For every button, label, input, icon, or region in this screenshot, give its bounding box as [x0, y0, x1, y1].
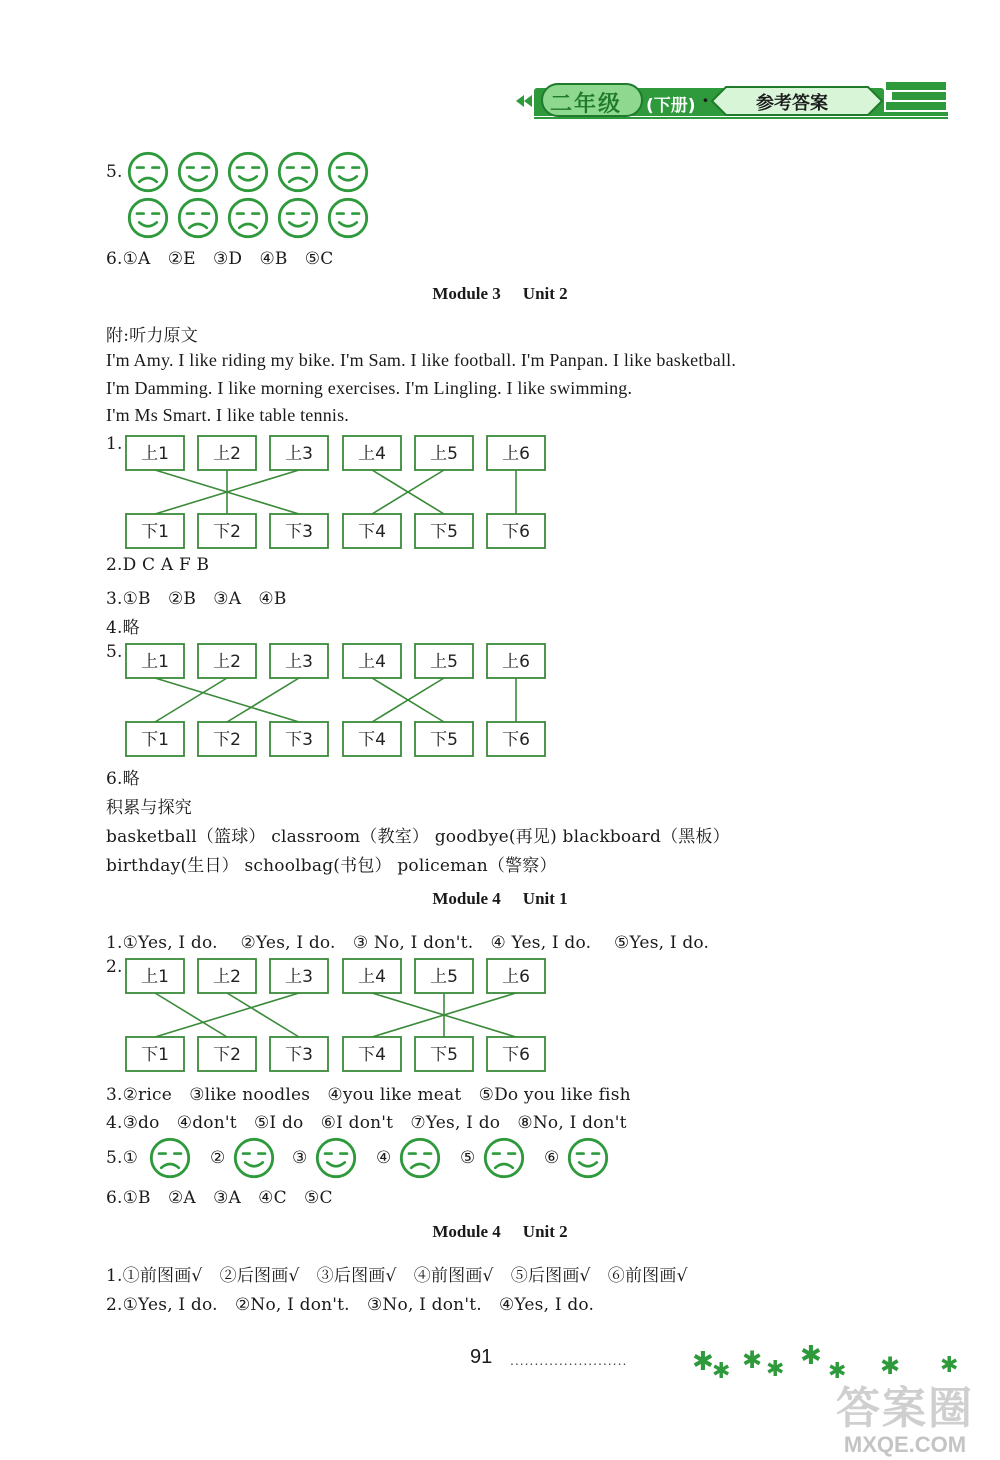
match-box-label: 下1: [141, 1045, 169, 1065]
m3u2-q2: 2.D C A F B: [106, 555, 210, 575]
m4u1-q5-number: ②: [210, 1148, 226, 1168]
sad-face-icon: [276, 150, 320, 194]
header-dot: ·: [702, 88, 709, 112]
match-line: [155, 678, 227, 722]
match-box-label: 上3: [285, 652, 313, 672]
m3u2-heading-unit: Unit 2: [522, 284, 568, 303]
m3u2-script-line-1: I'm Amy. I like riding my bike. I'm Sam. I like football. I'm Panpan. I like basketball.: [106, 350, 737, 370]
m4u2-q1: 1.①前图画√ ②后图画√ ③后图画√ ④前图画√ ⑤后图画√ ⑥前图画√: [106, 1266, 688, 1286]
m3u2-q6: 6.略: [106, 769, 140, 789]
match-box-label: 上5: [430, 652, 458, 672]
m4u2-heading: [0, 1222, 1000, 1242]
smiley-face-icon: [176, 150, 220, 194]
match-box-label: 下6: [502, 522, 530, 542]
m4u1-q2-matching: [106, 955, 566, 1095]
m3u1-q6: 6.①A ②E ③D ④B ⑤C: [106, 249, 334, 269]
m3u2-q5-label: 5.: [106, 642, 123, 662]
m3u1-q5-label: 5.: [106, 162, 123, 182]
match-box-label: 上4: [358, 444, 386, 464]
m3u2-q4: 4.略: [106, 618, 140, 638]
svg-text:✱: ✱: [940, 1353, 959, 1378]
match-box-label: 下2: [213, 522, 241, 542]
match-line: [155, 993, 299, 1037]
match-line: [155, 678, 299, 722]
svg-text:✱: ✱: [742, 1346, 763, 1374]
header-volume: (下册): [646, 96, 696, 116]
page-header: [506, 78, 950, 124]
match-box-label: 下1: [141, 730, 169, 750]
face-item: [226, 196, 270, 244]
svg-text:✱: ✱: [880, 1352, 901, 1380]
footer-dots: ........................: [510, 1352, 628, 1368]
m3u2-q5-matching: [106, 640, 566, 780]
m4u2-heading-module: Module 4: [432, 1222, 501, 1241]
match-box-label: 下4: [358, 522, 386, 542]
match-box-label: 上5: [430, 967, 458, 987]
m3u2-extra-line-1: basketball（篮球） classroom（教室） goodbye(再见) blackboard（黑板）: [106, 827, 730, 847]
sad-face-icon: [482, 1136, 526, 1180]
match-box-label: 上4: [358, 652, 386, 672]
watermark-cn: 答案圈: [836, 1384, 974, 1433]
m4u1-q4: 4.③do ④don't ⑤I do ⑥I don't ⑦Yes, I do ⑧No, I don't: [106, 1113, 627, 1133]
match-box-label: 下4: [358, 1045, 386, 1065]
match-box-label: 上6: [502, 967, 530, 987]
m4u1-q5-number: ④: [376, 1148, 392, 1168]
m3u2-q1-label: 1.: [106, 434, 123, 454]
match-line: [227, 678, 299, 722]
smiley-face-icon: [314, 1136, 358, 1180]
m3u2-extra-line-2: birthday(生日） schoolbag(书包） policeman（警察）: [106, 856, 557, 876]
m4u1-q2-label: 2.: [106, 957, 123, 977]
m4u2-q2: 2.①Yes, I do. ②No, I don't. ③No, I don't. ④Yes, I do.: [106, 1295, 595, 1315]
match-box-label: 下2: [213, 1045, 241, 1065]
match-box-label: 上6: [502, 444, 530, 464]
face-item: [226, 150, 270, 198]
match-line: [155, 993, 227, 1037]
face-item: [326, 150, 370, 198]
face-item: [176, 196, 220, 244]
m4u1-heading-module: Module 4: [432, 889, 501, 908]
match-box-label: 下5: [430, 522, 458, 542]
sad-face-icon: [176, 196, 220, 240]
m4u1-q5-number: 5.①: [106, 1148, 139, 1168]
m3u2-heading-module: Module 3: [432, 284, 501, 303]
m4u1-q3: 3.②rice ③like noodles ④you like meat ⑤Do you like fish: [106, 1085, 631, 1105]
face-item: [566, 1136, 610, 1184]
face-item: [126, 196, 170, 244]
face-item: [276, 196, 320, 244]
match-box-label: 上3: [285, 444, 313, 464]
smiley-face-icon: [232, 1136, 276, 1180]
match-box-label: 下3: [285, 730, 313, 750]
face-item: [326, 196, 370, 244]
m3u2-note-label: 附:听力原文: [106, 326, 198, 346]
svg-text:✱: ✱: [712, 1359, 731, 1384]
face-item: [176, 150, 220, 198]
match-box-label: 下5: [430, 1045, 458, 1065]
m4u1-q5-number: ⑤: [460, 1148, 476, 1168]
header-tag: 参考答案: [756, 93, 828, 114]
m4u1-q1: 1.①Yes, I do. ②Yes, I do. ③ No, I don't. ④ Yes, I do. ⑤Yes, I do.: [106, 933, 710, 953]
match-box-label: 下3: [285, 1045, 313, 1065]
m4u2-heading-unit: Unit 2: [522, 1222, 568, 1241]
match-box-label: 上2: [213, 967, 241, 987]
sad-face-icon: [148, 1136, 192, 1180]
m3u2-q3: 3.①B ②B ③A ④B: [106, 589, 287, 609]
match-line: [227, 993, 299, 1037]
match-box-label: 上5: [430, 444, 458, 464]
sad-face-icon: [126, 150, 170, 194]
header-grade: 二年级: [550, 92, 623, 117]
watermark: [820, 1372, 990, 1458]
face-item: [314, 1136, 358, 1184]
smiley-face-icon: [326, 196, 370, 240]
m4u1-heading: [0, 889, 1000, 909]
match-box-label: 上2: [213, 444, 241, 464]
match-box-label: 下6: [502, 730, 530, 750]
m4u1-q6: 6.①B ②A ③A ④C ⑤C: [106, 1188, 333, 1208]
page-number: 91: [470, 1346, 493, 1368]
match-box-label: 下2: [213, 730, 241, 750]
m3u2-script-line-2: I'm Damming. I like morning exercises. I'm Lingling. I like swimming.: [106, 378, 633, 398]
match-box-label: 下5: [430, 730, 458, 750]
m4u1-q5-number: ③: [292, 1148, 308, 1168]
match-box-label: 上1: [141, 967, 169, 987]
svg-text:✱: ✱: [692, 1347, 714, 1377]
face-item: [276, 150, 320, 198]
m3u2-extra-title: 积累与探究: [106, 798, 192, 818]
m3u2-q1-matching: [106, 432, 566, 572]
match-box-label: 上3: [285, 967, 313, 987]
svg-text:✱: ✱: [800, 1341, 822, 1371]
smiley-face-icon: [566, 1136, 610, 1180]
face-item: [126, 150, 170, 198]
m4u1-q5-number: ⑥: [544, 1148, 560, 1168]
smiley-face-icon: [226, 150, 270, 194]
match-box-label: 上4: [358, 967, 386, 987]
m4u1-heading-unit: Unit 1: [522, 889, 568, 908]
svg-text:✱: ✱: [766, 1357, 785, 1382]
face-item: [232, 1136, 276, 1184]
smiley-face-icon: [326, 150, 370, 194]
smiley-face-icon: [126, 196, 170, 240]
m3u2-heading: [0, 284, 1000, 304]
watermark-en: MXQE.COM: [843, 1432, 967, 1457]
match-box-label: 上1: [141, 444, 169, 464]
match-box-label: 下3: [285, 522, 313, 542]
match-box-label: 上6: [502, 652, 530, 672]
match-box-label: 上2: [213, 652, 241, 672]
m3u2-script-line-3: I'm Ms Smart. I like table tennis.: [106, 405, 350, 425]
match-box-label: 下1: [141, 522, 169, 542]
face-item: [148, 1136, 192, 1184]
sad-face-icon: [398, 1136, 442, 1180]
face-item: [482, 1136, 526, 1184]
sad-face-icon: [226, 196, 270, 240]
match-box-label: 下6: [502, 1045, 530, 1065]
face-item: [398, 1136, 442, 1184]
match-box-label: 下4: [358, 730, 386, 750]
svg-text:✱: ✱: [828, 1359, 847, 1384]
match-box-label: 上1: [141, 652, 169, 672]
smiley-face-icon: [276, 196, 320, 240]
